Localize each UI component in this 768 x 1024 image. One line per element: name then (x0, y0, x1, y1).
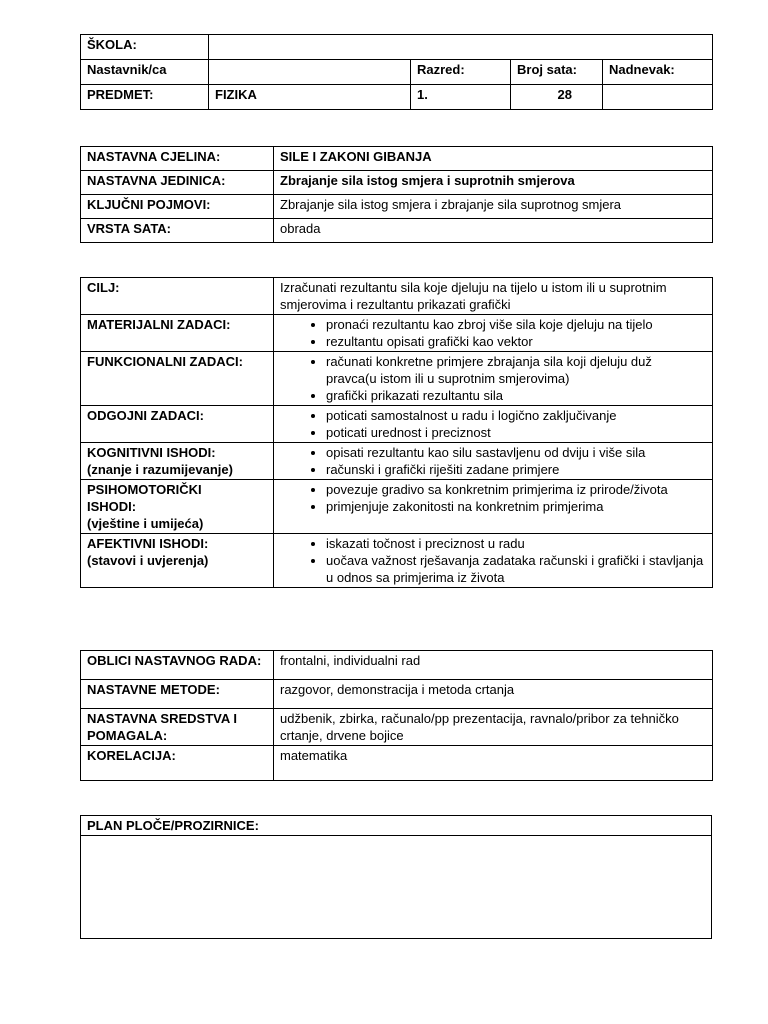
pojmovi-label: KLJUČNI POJMOVI: (81, 195, 274, 219)
nadnevak-value[interactable] (603, 85, 713, 110)
materijalni-list (280, 316, 706, 350)
predmet-label: PREDMET: (81, 85, 209, 110)
nadnevak-label: Nadnevak: (603, 60, 713, 85)
list-item: • pronaći rezultantu kao zbroj više sila koje djeluju na tijelo (326, 316, 706, 333)
korelacija-label: KORELACIJA: (81, 746, 274, 781)
list-item: • grafički prikazati rezultantu sila (326, 387, 706, 404)
afektivni-label-line: (stavovi i uvjerenja) (87, 553, 209, 568)
vrsta-value: obrada (274, 219, 713, 243)
lesson-row (81, 219, 713, 243)
materijalni-label: MATERIJALNI ZADACI: (81, 315, 274, 352)
methods-row (81, 709, 713, 746)
lesson-row (81, 171, 713, 195)
oblici-value: frontalni, individualni rad (274, 651, 713, 680)
goals-row (81, 480, 713, 534)
cilj-value: Izračunati rezultantu sila koje djeluju na tijelo u istom ili u suprotnim smjerovima i rezultantu prikazati grafički (274, 278, 713, 315)
plan-table (80, 815, 712, 939)
psihomotoricki-label-line: ISHODI: (87, 499, 137, 514)
broj-sata-value: 28 (511, 85, 603, 110)
skola-label: ŠKOLA: (81, 35, 209, 60)
oblici-label: OBLICI NASTAVNOG RADA: (81, 651, 274, 680)
list-item: • povezuje gradivo sa konkretnim primjerima iz prirode/života (326, 481, 706, 498)
methods-table (80, 650, 713, 781)
lesson-row (81, 195, 713, 219)
list-item: • rezultantu opisati grafički kao vektor (326, 333, 706, 350)
razred-value: 1. (411, 85, 511, 110)
list-item: • računski i grafički riješiti zadane primjere (326, 461, 706, 478)
kognitivni-label (81, 443, 274, 480)
vrsta-label: VRSTA SATA: (81, 219, 274, 243)
goals-row (81, 315, 713, 352)
list-item: • iskazati točnost i preciznost u radu (326, 535, 706, 552)
pojmovi-value: Zbrajanje sila istog smjera i zbrajanje sila suprotnog smjera (274, 195, 713, 219)
header-table (80, 34, 713, 110)
afektivni-list (280, 535, 706, 586)
header-row-predmet (81, 85, 713, 110)
list-item: • opisati rezultantu kao silu sastavljenu od dviju i više sila (326, 444, 706, 461)
header-row-nastavnik (81, 60, 713, 85)
skola-value[interactable] (209, 35, 713, 60)
goals-row (81, 443, 713, 480)
psihomotoricki-label-line: (vještine i umijeća) (87, 516, 204, 531)
lesson-row (81, 147, 713, 171)
methods-row (81, 680, 713, 709)
plan-body-row (81, 836, 712, 939)
psihomotoricki-label (81, 480, 274, 534)
predmet-value: FIZIKA (209, 85, 411, 110)
methods-row (81, 651, 713, 680)
list-item: • poticati urednost i preciznost (326, 424, 706, 441)
funkcionalni-list (280, 353, 706, 404)
cjelina-label: NASTAVNA CJELINA: (81, 147, 274, 171)
kognitivni-label-line: KOGNITIVNI ISHODI: (87, 445, 216, 460)
goals-row (81, 278, 713, 315)
methods-row (81, 746, 713, 781)
metode-value: razgovor, demonstracija i metoda crtanja (274, 680, 713, 709)
jedinica-label: NASTAVNA JEDINICA: (81, 171, 274, 195)
list-item: • računati konkretne primjere zbrajanja sila koji djeluju duž pravca(u istom ili u suprotnim smjerovima) (326, 353, 706, 387)
cilj-label: CILJ: (81, 278, 274, 315)
kognitivni-list (280, 444, 706, 478)
plan-body[interactable] (81, 836, 712, 939)
psihomotoricki-list (280, 481, 706, 515)
metode-label: NASTAVNE METODE: (81, 680, 274, 709)
funkcionalni-label: FUNKCIONALNI ZADACI: (81, 352, 274, 406)
nastavnik-value[interactable] (209, 60, 411, 85)
jedinica-value: Zbrajanje sila istog smjera i suprotnih smjerova (274, 171, 713, 195)
goals-row (81, 406, 713, 443)
psihomotoricki-label-line: PSIHOMOTORIČKI (87, 482, 202, 497)
broj-sata-label: Broj sata: (511, 60, 603, 85)
list-item: • uočava važnost rješavanja zadataka računski i grafički i stavljanja u odnos sa primjerima iz života (326, 552, 706, 586)
nastavnik-label: Nastavnik/ca (81, 60, 209, 85)
sredstva-value: udžbenik, zbirka, računalo/pp prezentacija, ravnalo/pribor za tehničko crtanje, drvene bojice (274, 709, 713, 746)
afektivni-label-line: AFEKTIVNI ISHODI: (87, 536, 209, 551)
odgojni-label: ODGOJNI ZADACI: (81, 406, 274, 443)
plan-title: PLAN PLOČE/PROZIRNICE: (81, 816, 712, 836)
goals-table (80, 277, 713, 588)
sredstva-label: NASTAVNA SREDSTVA I POMAGALA: (81, 709, 274, 746)
goals-row (81, 534, 713, 588)
goals-row (81, 352, 713, 406)
lesson-table (80, 146, 713, 243)
korelacija-value: matematika (274, 746, 713, 781)
plan-title-row (81, 816, 712, 836)
header-row-skola (81, 35, 713, 60)
odgojni-list (280, 407, 706, 441)
afektivni-label (81, 534, 274, 588)
kognitivni-label-line: (znanje i razumijevanje) (87, 462, 233, 477)
razred-label: Razred: (411, 60, 511, 85)
list-item: • primjenjuje zakonitosti na konkretnim primjerima (326, 498, 706, 515)
list-item: • poticati samostalnost u radu i logično zaključivanje (326, 407, 706, 424)
cjelina-value: SILE I ZAKONI GIBANJA (274, 147, 713, 171)
